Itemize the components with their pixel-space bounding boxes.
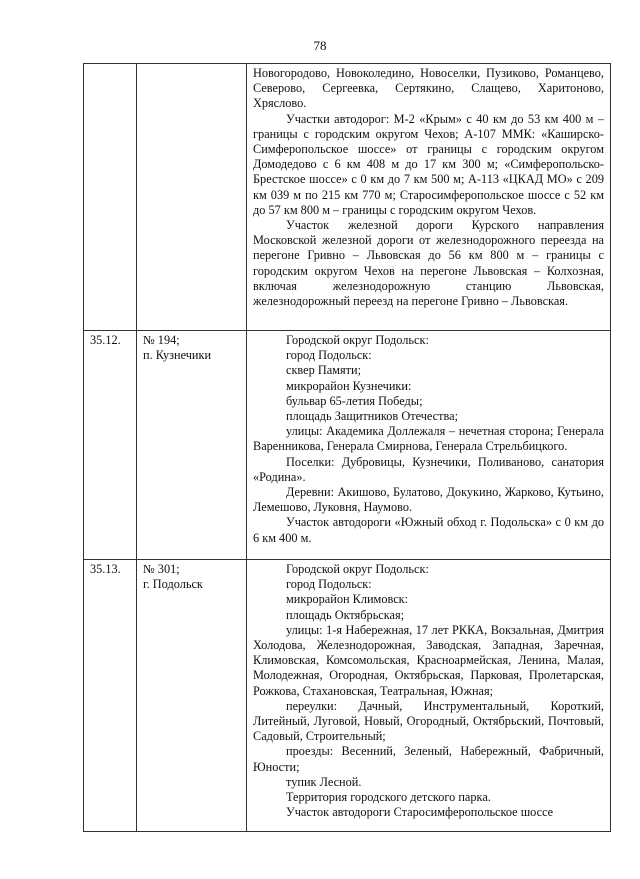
row-number-cell: 35.12. — [84, 331, 137, 560]
district-place: г. Подольск — [143, 577, 203, 592]
paragraph: Участок автодороги «Южный обход г. Подольска» с 0 км до 6 км 400 м. — [253, 515, 604, 545]
description-cell — [247, 331, 611, 560]
paragraph: Территория городского детского парка. — [286, 790, 491, 805]
district-place: п. Кузнечики — [143, 348, 212, 363]
paragraph: Новогородово, Новоколедино, Новоселки, Пузиково, Романцево, Северово, Сергеевка, Сертякино, Слащево, Харитоново, Хряслово. — [253, 66, 604, 111]
description-cell — [247, 64, 611, 331]
paragraph: город Подольск: — [286, 348, 372, 363]
paragraph: Участки автодорог: М-2 «Крым» с 40 км до 53 км 400 м – границы с городским округом Чехов; А-107 ММК: «Каширско-Симферопольское шоссе» от границы с городским округом Домодедово с 6 км 408 м до 17 км 300 м; «Симферопольско-Брестское шоссе» с 0 км до 7 км 500 м; А-113 «ЦКАД МО» с 209 км 039 м по 215 км 770 м; Старосимферопольское шоссе с 52 км до 57 км 800 м – границы с городским округом Чехов. — [253, 111, 604, 217]
table-row — [84, 64, 611, 331]
paragraph: переулки: Дачный, Инструментальный, Короткий, Литейный, Луговой, Новый, Огородный, Октябрьский, Почтовый, Садовый, Строительный; — [253, 698, 604, 744]
paragraph: сквер Памяти; — [286, 363, 361, 378]
paragraph: площадь Октябрьская; — [286, 607, 405, 622]
paragraph: Участок железной дороги Курского направления Московской железной дороги от железнодорожного переезда на перегоне Гривно – Львовская до 56 км 800 м – границы с городским округом Чехов на перегоне Львовская – Колхозная, включая железнодорожную станцию Львовская, железнодорожный переезд на перегоне Гривно – Львовская. — [253, 218, 604, 309]
description-cell — [247, 560, 611, 832]
paragraph: улицы: 1-я Набережная, 17 лет РККА, Вокзальная, Дмитрия Холодова, Железнодорожная, Заводская, Западная, Заречная, Климовская, Комсомольская, Красноармейская, Ленина, Малая, Молодежная, Огородная, Октябрьская, Парковая, Пролетарская, Рожкова, Стахановская, Театральная, Южная; — [253, 622, 604, 698]
page-number: 78 — [313, 38, 327, 53]
district-table — [83, 63, 611, 832]
paragraph: Деревни: Акишово, Булатово, Докукино, Жарково, Кутьино, Лемешово, Луковня, Наумово. — [253, 485, 604, 515]
paragraph: проезды: Весенний, Зеленый, Набережный, Фабричный, Юности; — [253, 744, 604, 774]
paragraph: микрорайон Климовск: — [286, 592, 409, 607]
district-name-cell — [137, 560, 247, 832]
paragraph: микрорайон Кузнечики: — [286, 378, 412, 393]
table-row — [84, 560, 611, 832]
paragraph: улицы: Академика Доллежаля – нечетная сторона; Генерала Варенникова, Генерала Смирнова, Генерала Стрельбицкого. — [253, 424, 604, 454]
paragraph: город Подольск: — [286, 577, 372, 592]
paragraph: Городской округ Подольск: — [286, 333, 429, 347]
paragraph: площадь Защитников Отечества; — [286, 409, 459, 424]
row-number-cell — [84, 64, 137, 331]
district-number: № 301; — [143, 562, 180, 576]
district-name-cell — [137, 331, 247, 560]
district-name-cell — [137, 64, 247, 331]
paragraph: Участок автодороги Старосимферопольское шоссе — [286, 805, 554, 820]
paragraph: тупик Лесной. — [286, 774, 362, 789]
table-row — [84, 331, 611, 560]
row-number-cell: 35.13. — [84, 560, 137, 832]
paragraph: Городской округ Подольск: — [286, 562, 429, 576]
district-number: № 194; — [143, 333, 180, 347]
paragraph: бульвар 65-летия Победы; — [286, 393, 423, 408]
paragraph: Поселки: Дубровицы, Кузнечики, Поливаново, санатория «Родина». — [253, 454, 604, 484]
